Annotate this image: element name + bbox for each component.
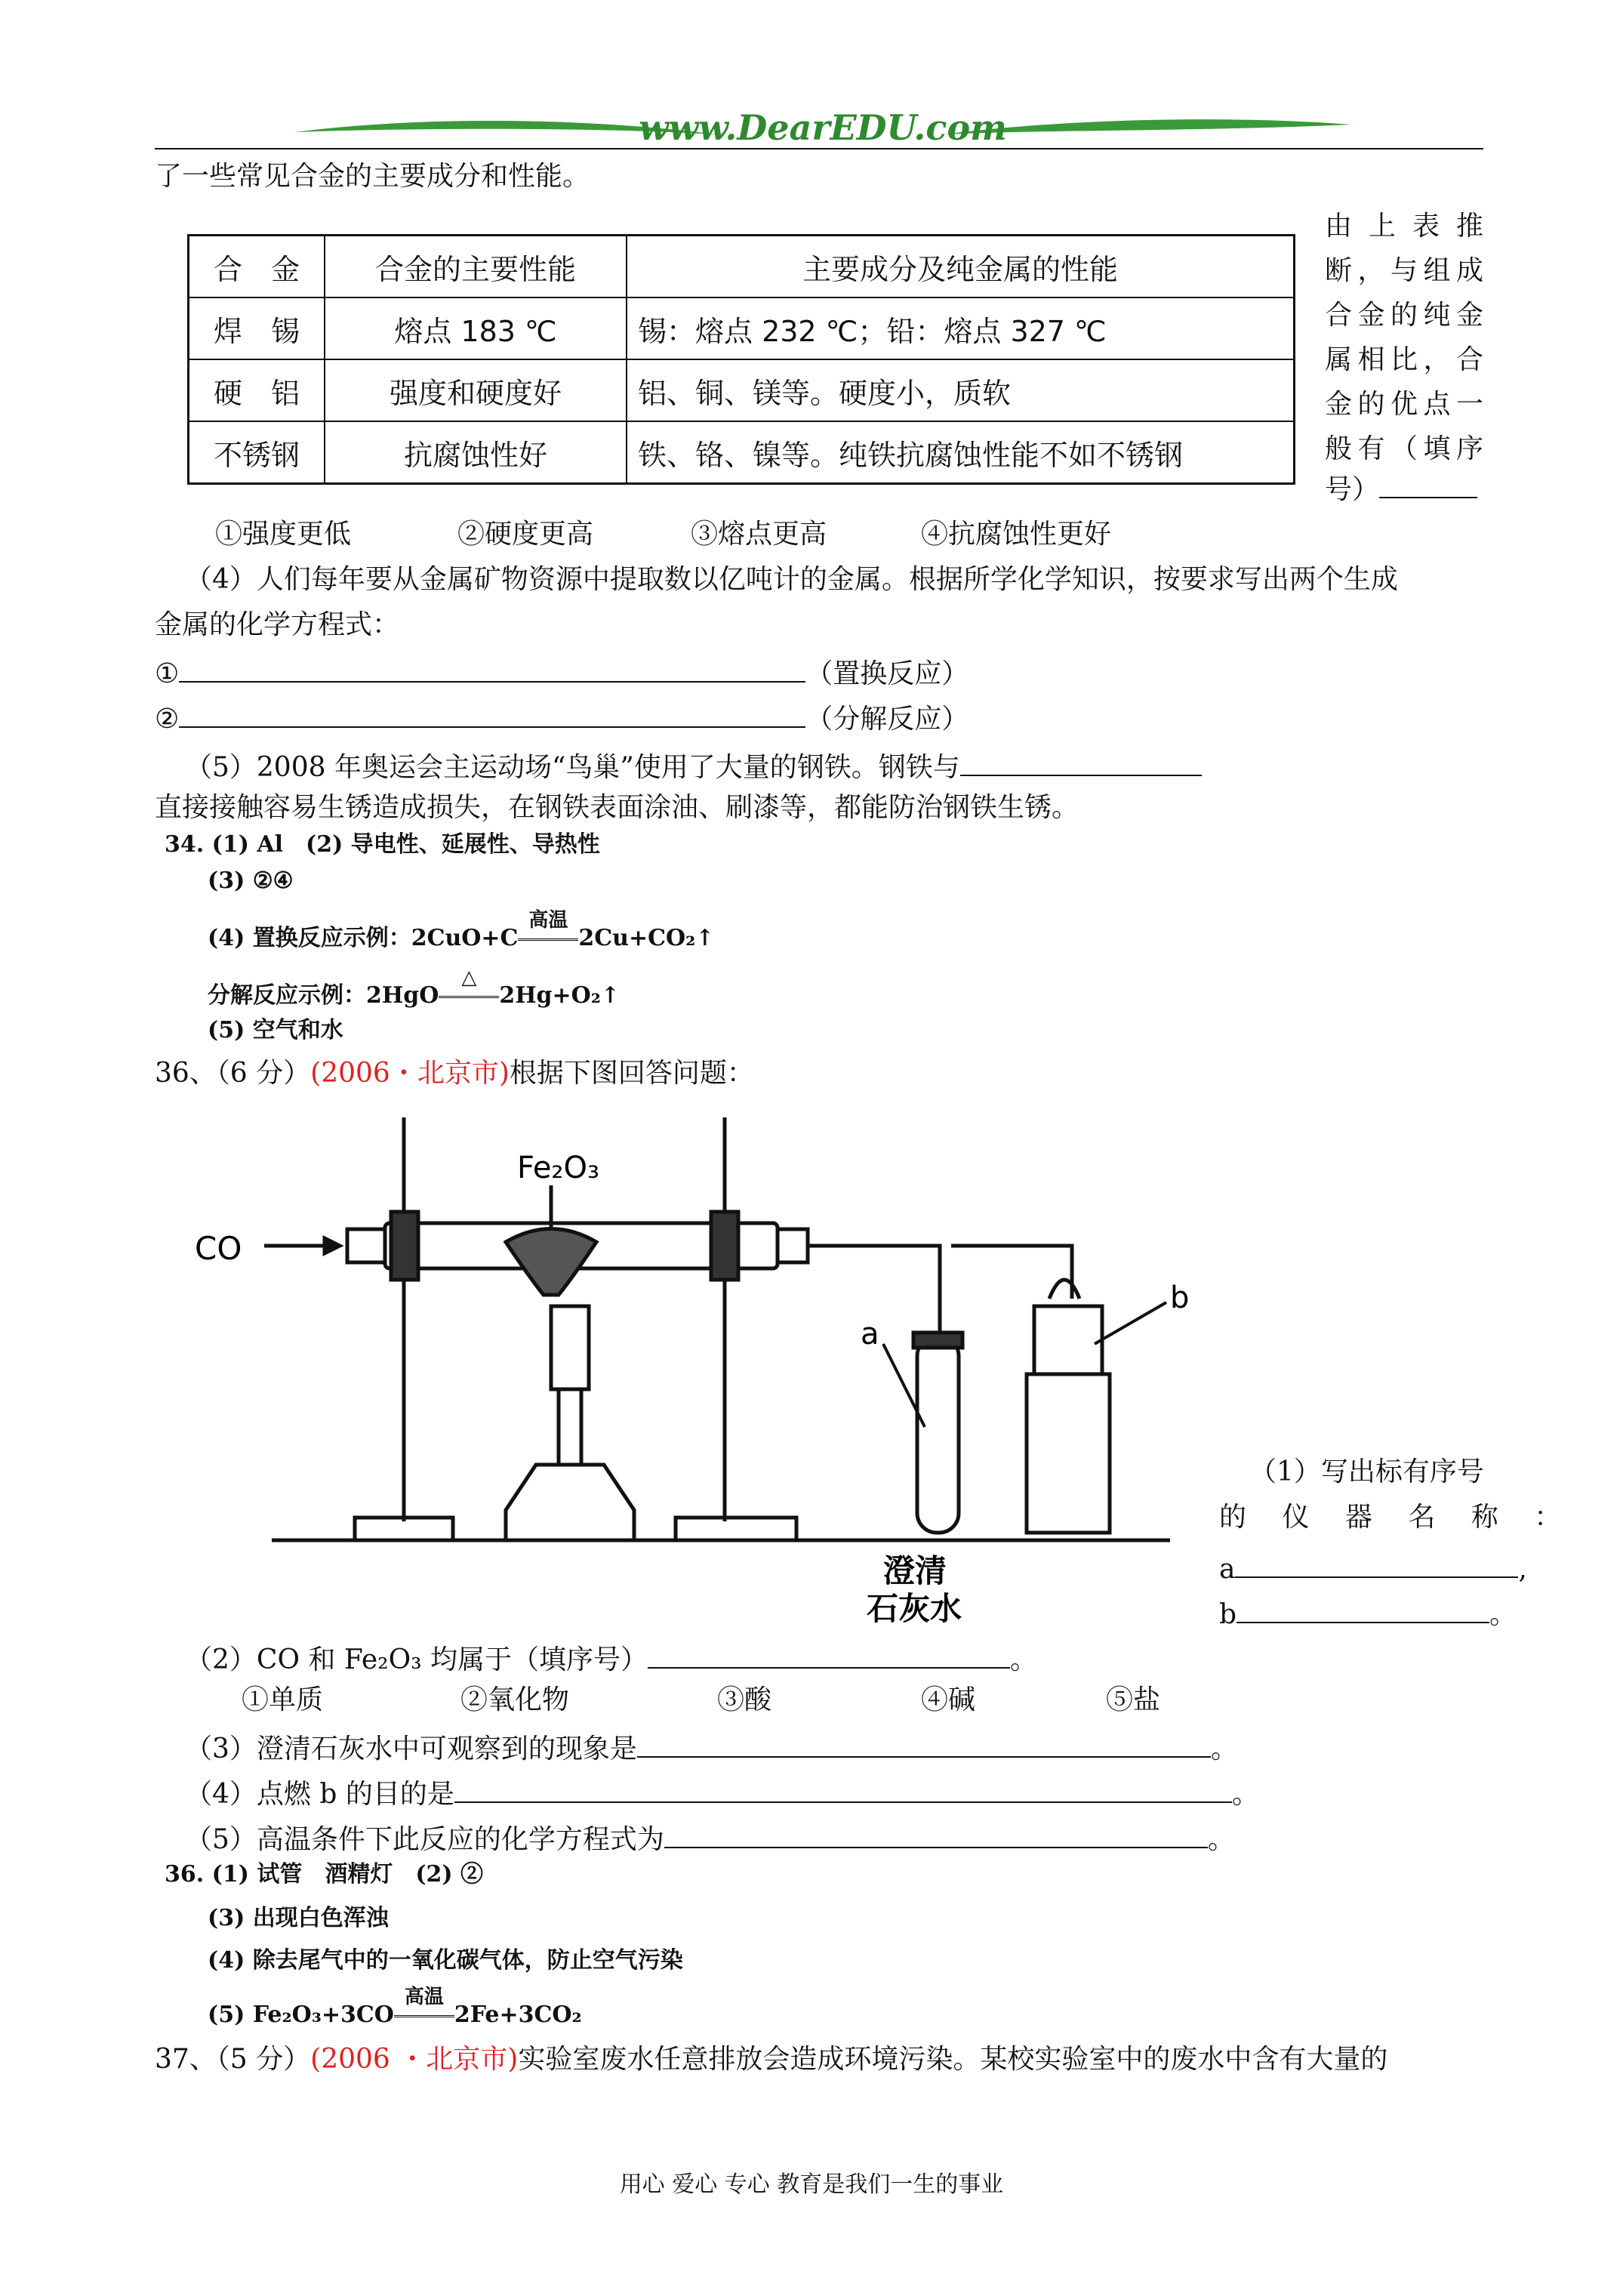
page-footer: 用心 爱心 专心 教育是我们一生的事业 <box>619 2171 1004 2198</box>
equation-blank-2[interactable] <box>179 699 805 728</box>
q36-p5: （5）高温条件下此反应的化学方程式为 。 <box>185 1820 1235 1857</box>
answer-blank[interactable] <box>1379 470 1477 498</box>
lamp-flame <box>1049 1280 1079 1299</box>
q37-heading: 37、（5 分）(2006 ・北京市)实验室废水任意排放会造成环境污染。某校实验室中的废水中含有大量的 <box>155 2044 1388 2075</box>
test-tube-a <box>917 1336 959 1533</box>
burner-stem <box>559 1389 581 1465</box>
answer34-line4: 分解反应示例：2HgO △ 2Hg+O₂↑ <box>208 966 621 1009</box>
clamp-1 <box>391 1212 418 1280</box>
side-text-line: 金的优点一 <box>1325 389 1483 420</box>
table-cell: 不锈钢 <box>189 421 325 484</box>
co-arrowhead <box>325 1238 340 1253</box>
q5-line1: （5）2008 年奥运会主运动场“鸟巢”使用了大量的钢铁。钢铁与 <box>185 747 1202 784</box>
table-cell: 熔点 183 ℃ <box>325 297 627 359</box>
q36-p1-a: a , <box>1219 1549 1527 1586</box>
q36-heading: 36、（6 分）(2006・北京市)根据下图回答问题： <box>155 1058 754 1089</box>
table-cell: 硬 铝 <box>189 359 325 421</box>
table-cell: 铁、铬、镍等。纯铁抗腐蚀性能不如不锈钢 <box>627 421 1295 484</box>
side-text-line: 合金的纯金 <box>1325 300 1483 331</box>
burner-base <box>506 1465 634 1540</box>
answer36-line4: (5) Fe₂O₃+3CO 高温 2Fe+3CO₂ <box>208 1986 582 2028</box>
table-header-cell: 合金的主要性能 <box>325 236 627 298</box>
option-1: ①强度更低 <box>215 519 352 550</box>
tube-stopper-right <box>778 1229 808 1262</box>
q4-item1: ① （置换反应） <box>155 654 969 691</box>
clamp-2 <box>711 1212 738 1280</box>
lamp-stand <box>1027 1374 1110 1533</box>
q36-option-5: ⑤盐 <box>1106 1684 1161 1715</box>
table-cell: 铝、铜、镁等。硬度小，质软 <box>627 359 1295 421</box>
side-text-line: 般有（填序 <box>1325 433 1483 464</box>
equation-blank-1[interactable] <box>179 654 805 683</box>
svg-text:www.DearEDU.com: www.DearEDU.com <box>639 107 1007 148</box>
table-header-cell: 合 金 <box>189 236 325 298</box>
limewater-label-2: 石灰水 <box>867 1590 962 1623</box>
answer36-line3: (4) 除去尾气中的一氧化碳气体，防止空气污染 <box>208 1947 683 1974</box>
table-cell: 焊 锡 <box>189 297 325 359</box>
q36-option-4: ④碱 <box>921 1684 976 1715</box>
lamp-body-top <box>1034 1306 1102 1374</box>
answer-blank-b[interactable] <box>1236 1595 1489 1623</box>
label-b-leader <box>1095 1302 1166 1344</box>
q36-p1-line2: 的 仪 器 名 称 ： <box>1219 1502 1575 1533</box>
stand-base-2 <box>676 1518 796 1540</box>
q36-option-1: ①单质 <box>242 1684 324 1715</box>
q36-p1-line1: （1）写出标有序号 <box>1249 1456 1484 1487</box>
burner-tube <box>551 1306 589 1389</box>
q36-p2: （2）CO 和 Fe₂O₃ 均属于（填序号） 。 <box>185 1640 1037 1677</box>
answer-blank[interactable] <box>664 1820 1208 1848</box>
side-question-text <box>1325 204 1483 471</box>
side-text-line: 断，与组成 <box>1325 255 1483 286</box>
site-logo <box>294 106 1351 151</box>
answer-blank-a[interactable] <box>1235 1549 1518 1578</box>
option-3: ③熔点更高 <box>691 519 827 550</box>
answer36-line1: 36. (1) 试管 酒精灯 (2) ② <box>165 1861 484 1888</box>
side-text-line: 属相比，合 <box>1325 344 1483 375</box>
option-4: ④抗腐蚀性更好 <box>921 519 1112 550</box>
table-row <box>189 359 1295 421</box>
table-cell: 抗腐蚀性好 <box>325 421 627 484</box>
answer-blank[interactable] <box>454 1774 1232 1803</box>
alloy-table <box>187 234 1295 485</box>
intro-line: 了一些常见合金的主要成分和性能。 <box>155 161 590 192</box>
answer-blank[interactable] <box>960 747 1202 776</box>
table-cell: 锡：熔点 232 ℃；铅：熔点 327 ℃ <box>627 297 1295 359</box>
q4-item2: ② （分解反应） <box>155 699 969 736</box>
q36-p3: （3）澄清石灰水中可观察到的现象是 。 <box>185 1729 1238 1766</box>
side-text-last: 号） <box>1325 470 1477 507</box>
test-tube-stopper <box>913 1333 962 1348</box>
q36-p4: （4）点燃 b 的目的是 。 <box>185 1774 1259 1811</box>
limewater-label-1: 澄清 <box>883 1552 947 1589</box>
answer34-line5: (5) 空气和水 <box>208 1017 343 1043</box>
table-header-cell: 主要成分及纯金属的性能 <box>627 236 1295 298</box>
answer36-line2: (3) 出现白色浑浊 <box>208 1905 389 1931</box>
q36-p1-b: b 。 <box>1219 1595 1517 1632</box>
alcohol-burner-flame <box>506 1229 596 1296</box>
q36-option-2: ②氧化物 <box>460 1684 570 1715</box>
answer-blank[interactable] <box>648 1640 1010 1669</box>
co-label: CO <box>195 1230 242 1267</box>
q4-line2: 金属的化学方程式： <box>155 609 400 640</box>
label-a: a <box>861 1317 879 1351</box>
fe2o3-label: Fe₂O₃ <box>517 1151 599 1185</box>
q36-option-3: ③酸 <box>717 1684 772 1715</box>
side-text-line: 由上表推 <box>1325 211 1483 242</box>
table-header-row <box>189 236 1295 298</box>
option-2: ②硬度更高 <box>457 519 594 550</box>
table-row <box>189 297 1295 359</box>
answer34-line3: (4) 置换反应示例：2CuO+C 高温 2Cu+CO₂↑ <box>208 909 715 951</box>
tube-stopper-left <box>347 1229 385 1262</box>
label-b: b <box>1170 1281 1190 1315</box>
q4-line1: （4）人们每年要从金属矿物资源中提取数以亿吨计的金属。根据所学化学知识，按要求写出两个生成 <box>185 564 1398 595</box>
answer34-line2: (3) ②④ <box>208 868 294 894</box>
answer34-line1: 34. (1) Al (2) 导电性、延展性、导热性 <box>165 831 600 858</box>
q5-line2: 直接接触容易生锈造成损失，在钢铁表面涂油、刷漆等，都能防治钢铁生锈。 <box>155 792 1079 823</box>
table-row <box>189 421 1295 484</box>
apparatus-diagram <box>181 1110 1223 1623</box>
header-rule <box>155 148 1483 149</box>
table-cell: 强度和硬度好 <box>325 359 627 421</box>
answer-blank[interactable] <box>637 1729 1211 1758</box>
